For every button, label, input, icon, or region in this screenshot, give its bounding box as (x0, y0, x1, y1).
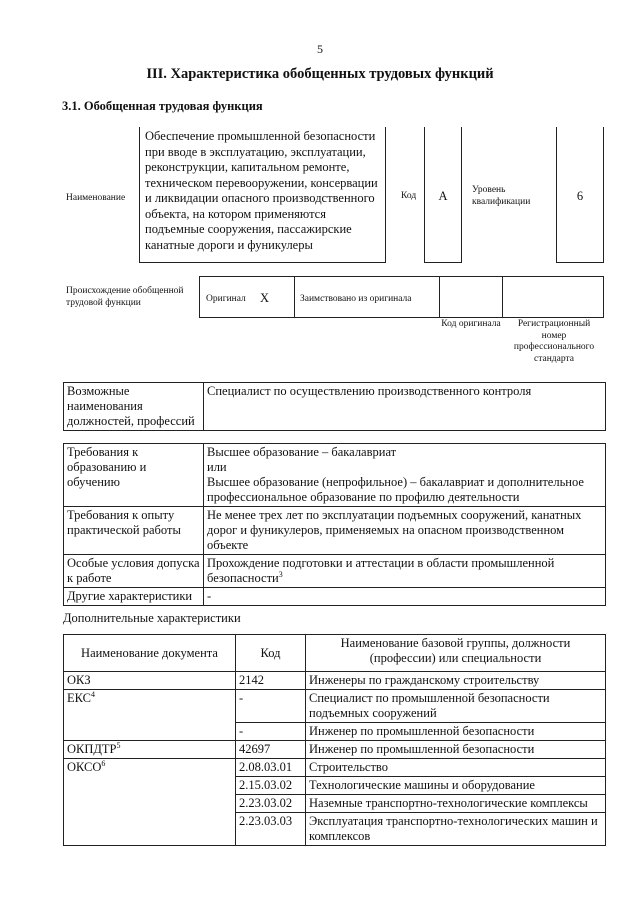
footnote-ref: 4 (91, 689, 95, 699)
level-box (556, 127, 604, 263)
requirement-line: Не менее трех лет по эксплуатации подъемных сооружений, канатных дорог и фуникулеров, применяемых на опасном производственном объекте (207, 508, 582, 552)
footnote-ref: 6 (101, 758, 106, 768)
requirement-label: Требования к образованию и обучению (64, 444, 204, 507)
additional-header-row (64, 635, 606, 672)
requirement-label: Другие характеристики (64, 588, 204, 606)
table-row (64, 741, 606, 759)
requirement-line: Высшее образование – бакалавриат (207, 445, 397, 459)
row-name: Инженеры по гражданскому строительству (306, 672, 606, 690)
positions-value: Специалист по осуществлению производственного контроля (204, 383, 606, 431)
requirement-value (204, 507, 606, 555)
origin-reg-cell (502, 276, 604, 318)
row-name: Специалист по промышленной безопасности подъемных сооружений (306, 690, 606, 723)
row-doc: ОКЗ (64, 672, 236, 690)
row-name: Эксплуатация транспортно-технологических машин и комплексов (306, 813, 606, 846)
table-row (64, 759, 606, 777)
row-code: 2.23.03.02 (236, 795, 306, 813)
borrowed-cell (294, 276, 440, 318)
positions-table (63, 382, 606, 431)
requirements-table (63, 443, 606, 606)
original-label: Оригинал (206, 294, 246, 304)
requirement-row (64, 507, 606, 555)
original-mark: Х (260, 291, 270, 305)
row-name: Строительство (306, 759, 606, 777)
origin-code-cell (439, 276, 503, 318)
subsection-title: 3.1. Обобщенная трудовая функция (62, 99, 263, 113)
requirement-row (64, 555, 606, 588)
row-code: 42697 (236, 741, 306, 759)
header-name: Наименование базовой группы, должности (профессии) или специальности (306, 635, 606, 672)
requirement-row (64, 588, 606, 606)
row-doc: ЕКС$^4$ (64, 690, 236, 741)
requirement-value (204, 588, 606, 606)
row-name: Наземные транспортно-технологические комплексы (306, 795, 606, 813)
row-code: - (236, 723, 306, 741)
footnote-ref: 5 (116, 740, 121, 750)
level-value: 6 (576, 189, 584, 203)
page-number: 5 (317, 42, 323, 56)
code-box (424, 127, 462, 263)
row-code: - (236, 690, 306, 723)
function-name-box (139, 127, 386, 263)
origin-reg-caption: Регистрационный номер профессионального стандарта (513, 319, 595, 364)
original-cell (199, 276, 295, 318)
requirement-line: или (207, 460, 227, 474)
row-doc: ОКПДТР$^5$ (64, 741, 236, 759)
table-row (64, 672, 606, 690)
level-label: Уровень квалификации (472, 185, 531, 207)
row-code: 2.15.03.02 (236, 777, 306, 795)
requirement-label: Особые условия допуска к работе (64, 555, 204, 588)
additional-table (63, 634, 606, 846)
origin-code-caption: Код оригинала (441, 319, 501, 329)
footnote-ref: 3 (278, 569, 283, 579)
row-doc: ОКСО$^6$ (64, 759, 236, 846)
row-name: Инженер по промышленной безопасности (306, 741, 606, 759)
row-code: 2.08.03.01 (236, 759, 306, 777)
row-name: Инженер по промышленной безопасности (306, 723, 606, 741)
section-title: III. Характеристика обобщенных трудовых функций (146, 66, 494, 82)
header-code: Код (236, 635, 306, 672)
origin-label: Происхождение обобщенной трудовой функции (66, 286, 184, 308)
additional-title: Дополнительные характеристики (63, 611, 241, 625)
requirement-line: - (207, 589, 212, 603)
code-value: А (438, 189, 448, 203)
borrowed-label: Заимствовано из оригинала (300, 294, 412, 304)
code-label: Код (401, 191, 417, 201)
requirement-row (64, 444, 606, 507)
row-code: 2.23.03.03 (236, 813, 306, 846)
requirement-line: Высшее образование (непрофильное) – бакалавриат и дополнительное профессиональное образование по профилю деятельности (207, 475, 584, 504)
table-row (64, 690, 606, 723)
requirement-value (204, 555, 606, 588)
requirement-value (204, 444, 606, 507)
function-name-value: Обеспечение промышленной безопасности при вводе в эксплуатацию, эксплуатации, реконструкции, капитальном ремонте, техническом перевооружении, консервации и ликвидации опасного производственного объекта, на котором применяются подъемные сооружения, пассажирские канатные дороги и фуникулеры (145, 129, 378, 252)
positions-label: Возможные наименования должностей, профессий (64, 383, 204, 431)
header-doc: Наименование документа (64, 635, 236, 672)
row-name: Технологические машины и оборудование (306, 777, 606, 795)
requirement-line: Прохождение подготовки и аттестации в области промышленной безопасности (207, 556, 555, 585)
function-name-label: Наименование (66, 193, 126, 203)
requirement-label: Требования к опыту практической работы (64, 507, 204, 555)
row-code: 2142 (236, 672, 306, 690)
